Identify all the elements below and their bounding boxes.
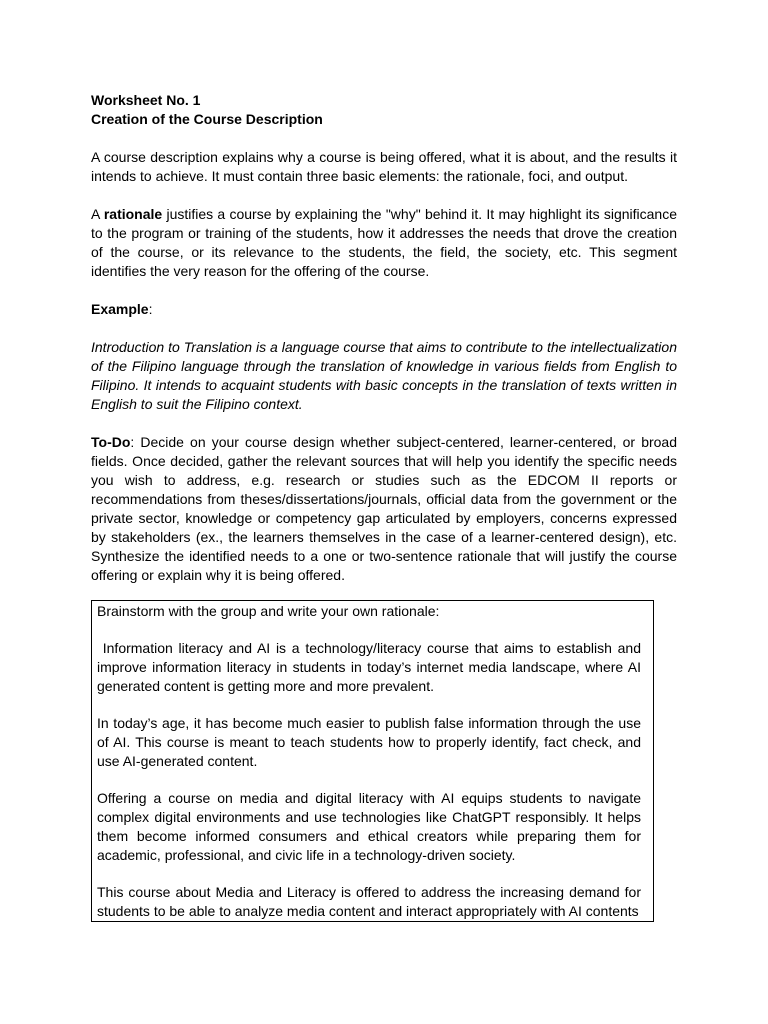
answer-paragraph: Offering a course on media and digital literacy with AI equips students to navigate complex digital environments and use technologies like ChatGPT responsibly. It helps them become informed consumers and ethical creators while preparing them for academic, professional, and civic life in a technology-driven society. (97, 790, 641, 863)
rationale-term: rationale (103, 206, 163, 222)
todo-paragraph (91, 433, 677, 585)
example-colon: : (148, 301, 153, 317)
todo-text: : Decide on your course design whether subject-centered, learner-centered, or broad fields. Once decided, gather the relevant sources that will help you identify the specific needs you wish to address, e.g. research or studies such as the EDCOM II reports or recommendations from theses/dissertations/journals, official data from the government or the private sector, knowledge or competency gap articulated by employers, concerns expressed by stakeholders (ex., the learners themselves in the case of a learner-centered design), etc. Synthesize the identified needs to a one or two-sentence rationale that will justify the course offering or explain why it is being offered. (91, 434, 677, 583)
answer-paragraph: This course about Media and Literacy is offered to address the increasing demand for students to be able to analyze media content and interact appropriately with AI contents (97, 884, 641, 919)
worksheet-title: Creation of the Course Description (91, 111, 323, 127)
rationale-text: justifies a course by explaining the "why" behind it. It may highlight its significance to the program or training of the students, how it addresses the needs that drove the creation of the course, or its relevance to the students, the field, the society, etc. This segment identifies the very reason for the offering of the course. (91, 206, 677, 279)
rationale-answer-box (91, 600, 654, 922)
example-paragraph: Introduction to Translation is a language course that aims to contribute to the intellectualization of the Filipino language through the translation of knowledge in various fields from English to Filipino. It intends to acquaint students with basic concepts in the translation of texts written in English to suit the Filipino context. (91, 339, 677, 412)
answer-paragraph: In today’s age, it has become much easier to publish false information through the use of AI. This course is meant to teach students how to properly identify, fact check, and use AI-generated content. (97, 715, 641, 769)
rationale-lead: A (91, 206, 104, 222)
example-label: Example (91, 301, 149, 317)
answer-text: Information literacy and AI is a technology/literacy course that aims to establish and improve information literacy in students in today’s internet media landscape, where AI generated content is getting more and more prevalent. (97, 640, 641, 694)
box-prompt: Brainstorm with the group and write your own rationale: (97, 603, 440, 619)
rationale-paragraph (91, 205, 677, 281)
todo-label: To-Do (91, 434, 131, 450)
answer-paragraph (97, 639, 641, 696)
example-label-line (91, 300, 677, 319)
intro-paragraph: A course description explains why a course is being offered, what it is about, and the results it intends to achieve. It must contain three basic elements: the rationale, foci, and output. (91, 149, 677, 184)
worksheet-number: Worksheet No. 1 (91, 92, 201, 108)
worksheet-page (91, 91, 677, 585)
